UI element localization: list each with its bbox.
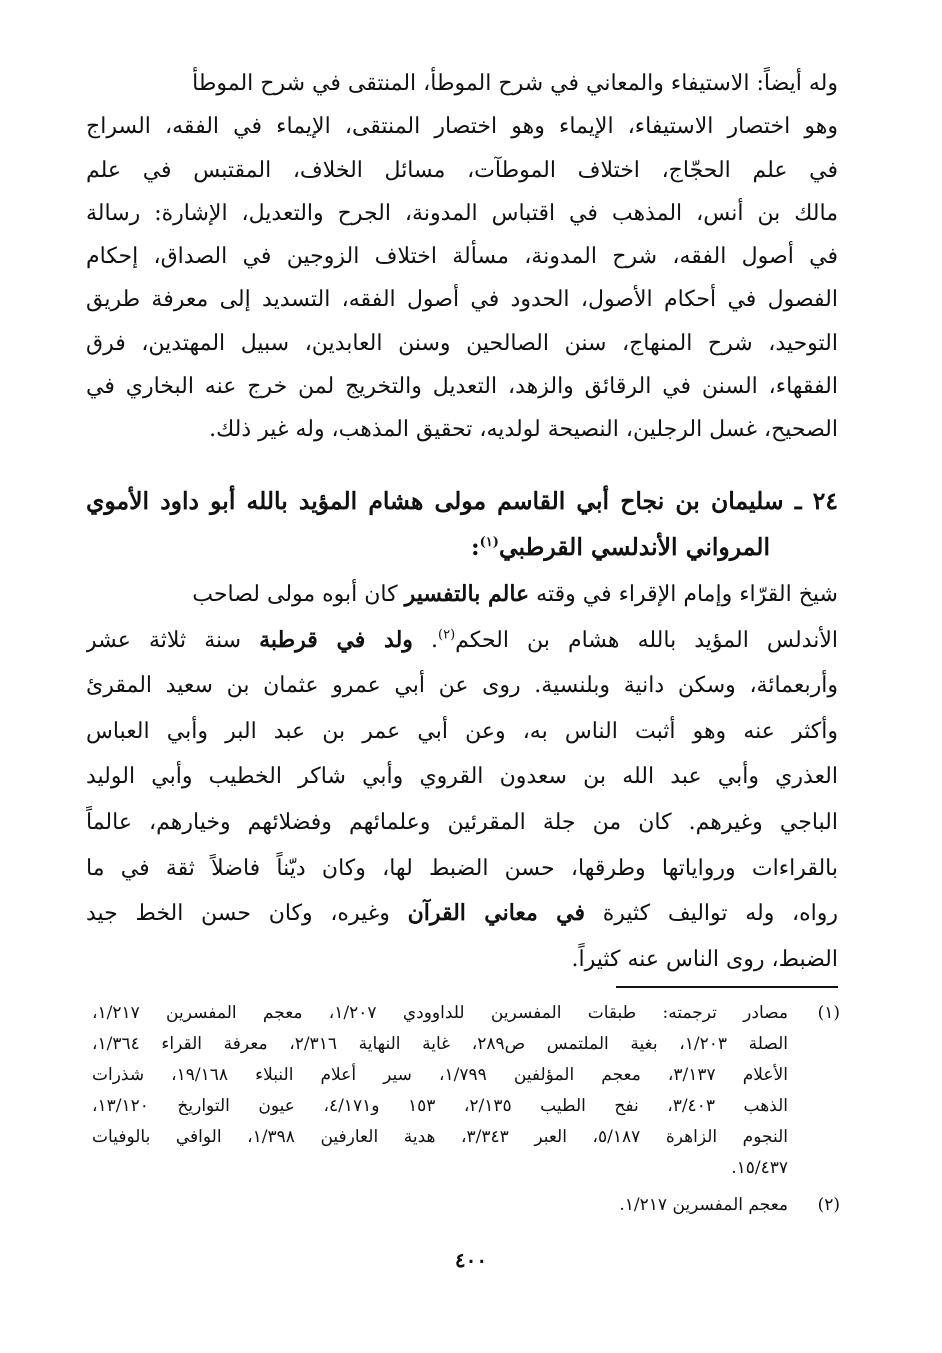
footnote-line: الصلة ١/٢٠٣، بغية الملتمس ص٢٨٩، غاية النهاية ٢/٣١٦، معرفة القراء ١/٣٦٤،	[92, 1034, 788, 1054]
footnote-line: ١٥/٤٣٧.	[731, 1158, 788, 1178]
heading-line	[86, 478, 838, 524]
text-line	[86, 572, 838, 618]
biography-paragraph-works	[86, 62, 838, 452]
text-run: .	[431, 627, 439, 653]
footnote-line: الذهب ٣/٤٠٣، نفح الطيب ٢/١٣٥، ١٥٣ و٤/١٧١، عيون التواريخ ١٣/١٢٠،	[92, 1096, 788, 1116]
highlight-text: عالم بالتفسير	[404, 581, 530, 607]
heading-line	[86, 524, 838, 570]
text-line: العذري وأبي عبد الله بن سعدون القروي وأبي شاكر الخطيب وأبي الوليد	[86, 764, 838, 790]
text-line: وأكثر عنه وهو أثبت الناس به، وعن أبي عمر بن عبد البر وأبي العباس	[86, 718, 838, 744]
text-line: الصحيح، غسل الرجلين، النصيحة لولديه، تحقيق المذهب، وله غير ذلك.	[209, 417, 838, 443]
text-line: بالقراءات ورواياتها وطرقها، حسن الضبط لها، وكان ديّناً فاضلاً ثقة في ما	[86, 855, 838, 881]
text-run: الأندلس المؤيد بالله هشام بن الحكم	[455, 627, 838, 653]
entry-heading	[86, 478, 838, 570]
text-line: الباجي وغيرهم. كان من جلة المقرئين وعلمائهم وفضلائهم وخيارهم، عالماً	[86, 809, 838, 835]
text-line: وأربعمائة، وسكن دانية وبلنسية. روى عن أبي عمرو عثمان بن سعيد المقرئ	[86, 673, 838, 699]
footnote-2	[92, 1190, 840, 1221]
text-run: سنة ثلاثة عشر	[86, 627, 242, 653]
footnote-1	[92, 998, 840, 1184]
text-line	[86, 891, 838, 937]
text-line: الفقهاء، السنن في الرقائق والزهد، التعديل والتخريج لمن خرج عنه البخاري في	[86, 374, 838, 400]
entry-number: ٢٤ ـ	[794, 487, 838, 515]
footnote-number: (٢)	[817, 1195, 840, 1215]
text-line: في أصول الفقه، شرح المدونة، مسألة اختلاف الزوجين في الصداق، إحكام	[86, 244, 838, 270]
footnote-line: الأعلام ٣/١٣٧، معجم المؤلفين ١/٧٩٩، سير أعلام النبلاء ١٩/١٦٨، شذرات	[92, 1065, 788, 1085]
text-line: التوحيد، شرح المنهاج، سنن الصالحين وسنن العابدين، سبيل المهتدين، فرق	[86, 330, 838, 356]
footnote-line: مصادر ترجمته: طبقات المفسرين للداوودي ١/٢٠٧، معجم المفسرين ١/٢١٧،	[92, 1003, 788, 1023]
footnotes	[92, 998, 840, 1221]
page-number: ٤٠٠	[454, 1248, 488, 1272]
text-run: رواه، وله تواليف كثيرة	[602, 901, 838, 927]
footnote-line: النجوم الزاهرة ٥/١٨٧، العبر ٣/٣٤٣، هدية العارفين ١/٣٩٨، الوافي بالوفيات	[92, 1127, 788, 1147]
footnote-ref-1[interactable]: (١)	[479, 535, 499, 551]
biography-paragraph	[86, 572, 838, 982]
heading-colon: :	[470, 533, 480, 561]
text-line: وله أيضاً: الاستيفاء والمعاني في شرح الموطأ، المنتقى في شرح الموطأ	[192, 71, 838, 96]
highlight-text: في معاني القرآن	[407, 900, 586, 927]
footnote-ref-2[interactable]: (٢)	[438, 627, 456, 643]
text-run: وغيره، وكان حسن الخط جيد	[86, 901, 390, 927]
entry-name-continued: المرواني الأندلسي القرطبي	[498, 533, 770, 561]
text-run: شيخ القرّاء وإمام الإقراء في وقته	[536, 582, 838, 607]
text-run: كان أبوه مولى لصاحب	[192, 582, 398, 607]
text-line: الفصول في أحكام الأصول، الحدود في أصول الفقه، التسديد إلى معرفة طريق	[86, 287, 838, 313]
footnote-number: (١)	[817, 1003, 840, 1023]
entry-name: سليمان بن نجاح أبي القاسم مولى هشام المؤيد بالله أبو داود الأموي	[86, 487, 784, 515]
highlight-text: ولد في قرطبة	[259, 626, 413, 653]
text-line: الضبط، روى الناس عنه كثيراً.	[571, 946, 838, 972]
text-line: في علم الحجّاج، اختلاف الموطآت، مسائل الخلاف، المقتبس في علم	[86, 157, 838, 183]
footnote-divider	[616, 986, 838, 988]
footnote-line: معجم المفسرين ١/٢١٧.	[619, 1195, 788, 1215]
text-line	[86, 618, 838, 664]
text-line: مالك بن أنس، المذهب في اقتباس المدونة، الجرح والتعديل، الإشارة: رسالة	[86, 200, 838, 226]
text-line: وهو اختصار الاستيفاء، الإيماء وهو اختصار المنتقى، الإيماء في الفقه، السراج	[86, 114, 838, 140]
